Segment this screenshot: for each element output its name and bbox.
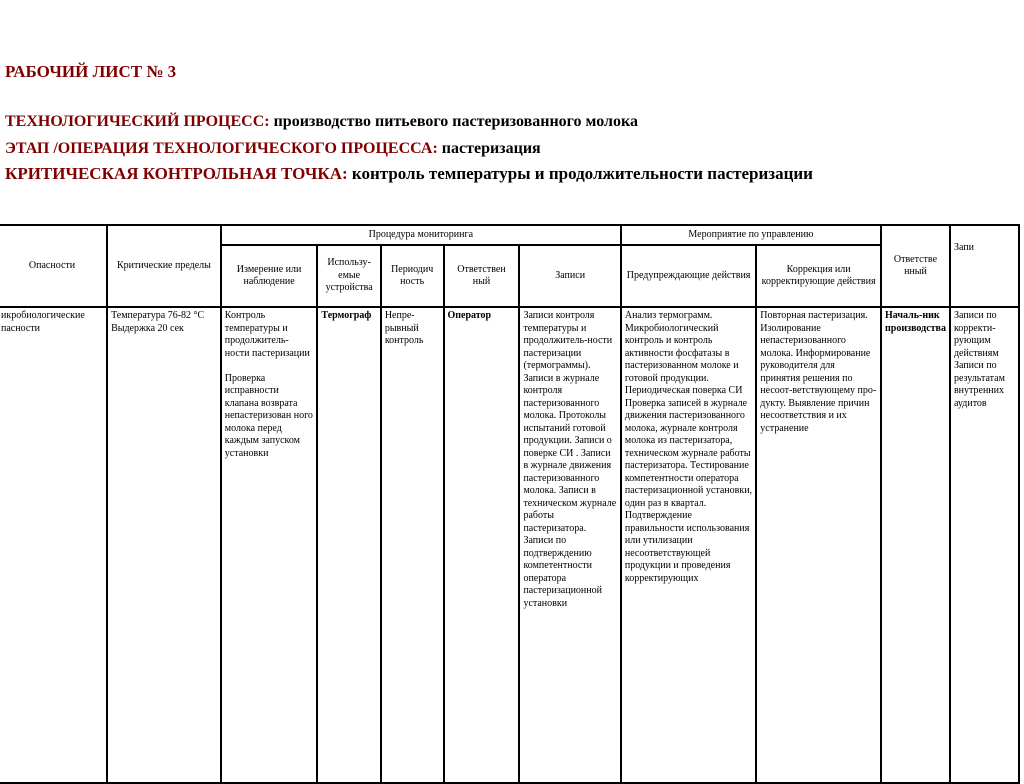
header-responsible: Ответстве нный: [881, 225, 950, 307]
header-records: Запи: [950, 225, 1019, 307]
group-monitoring: Процедура мониторинга: [221, 225, 621, 245]
header-hazard: Опасности: [0, 225, 107, 307]
header-preventive: Предупреждающие действия: [621, 245, 756, 307]
cell-frequency: Непре-рывный контроль: [381, 307, 444, 783]
cell-corrective: Повторная пастеризация. Изолирование непастеризованного молока. Информирование руководителя для принятия решения по несоот-ветствующему про-дукту. Выявление причин несоответствия и их устранение: [756, 307, 881, 783]
header-responsible-monitoring: Ответствен ный: [444, 245, 520, 307]
process-label: ТЕХНОЛОГИЧЕСКИЙ ПРОЦЕСС:: [5, 113, 270, 130]
ccp-value: контроль температуры и продолжительности пастеризации: [347, 164, 813, 183]
stage-line: [5, 140, 541, 158]
cell-hazard: икробиологические пасности: [0, 307, 107, 783]
cell-devices: Термограф: [317, 307, 380, 783]
cell-responsible-monitoring: Оператор: [444, 307, 520, 783]
cell-records: Записи по корректи-рующим действиям Записи по результатам внутренних аудитов: [950, 307, 1019, 783]
cell-preventive: Анализ термограмм. Микробиологический контроль и контроль активности фосфатазы в пастеризованном молоке и готовой продукции. Периодическая поверка СИ Проверка записей в журнале движения пастеризованного молока, журнале контроля молока из пастеризатора, техническом журнале работы пастеризатора. Тестирование компетентности оператора пастеризационной установки, один раз в квартал. Подтверждение правильности использования или утилизации несоответствующей продукции и проведения корректирующих: [621, 307, 756, 783]
table-row: [0, 307, 1019, 783]
header-measurement: Измерение или наблюдение: [221, 245, 318, 307]
sheet-title: РАБОЧИЙ ЛИСТ № 3: [5, 62, 177, 81]
header-corrective: Коррекция или корректирующие действия: [756, 245, 881, 307]
cell-responsible: Началь-ник производства: [881, 307, 950, 783]
header-critical-limits: Критические пределы: [107, 225, 221, 307]
process-value: производство питьевого пастеризованного молока: [269, 113, 638, 130]
process-line: [5, 113, 638, 131]
cell-measurement: Контроль температуры и продолжитель-ности пастеризации Проверка исправности клапана возврата непастеризован ного молока перед каждым запуском установки: [221, 307, 318, 783]
cell-critical-limits: Температура 76-82 °С Выдержка 20 сек: [107, 307, 221, 783]
group-control: Мероприятие по управлению: [621, 225, 881, 245]
stage-value: пастеризация: [437, 140, 541, 157]
header-frequency: Периодич ность: [381, 245, 444, 307]
header-records-monitoring: Записи: [519, 245, 620, 307]
header-devices: Использу-емые устройства: [317, 245, 380, 307]
ccp-line: [5, 164, 813, 184]
worksheet-table: [0, 224, 1020, 784]
cell-records-monitoring: Записи контроля температуры и продолжитель-ности пастеризации (термограммы). Записи в журнале контроля пастеризованного молока. Протоколы испытаний готовой продукции. Записи о поверке СИ . Записи в журнале движения пастеризованного молока. Записи в техническом журнале работы пастеризатора. Записи по подтверждению компетентности оператора пастеризационной установки: [519, 307, 620, 783]
stage-label: ЭТАП /ОПЕРАЦИЯ ТЕХНОЛОГИЧЕСКОГО ПРОЦЕССА:: [5, 140, 438, 157]
ccp-label: КРИТИЧЕСКАЯ КОНТРОЛЬНАЯ ТОЧКА:: [5, 164, 348, 183]
